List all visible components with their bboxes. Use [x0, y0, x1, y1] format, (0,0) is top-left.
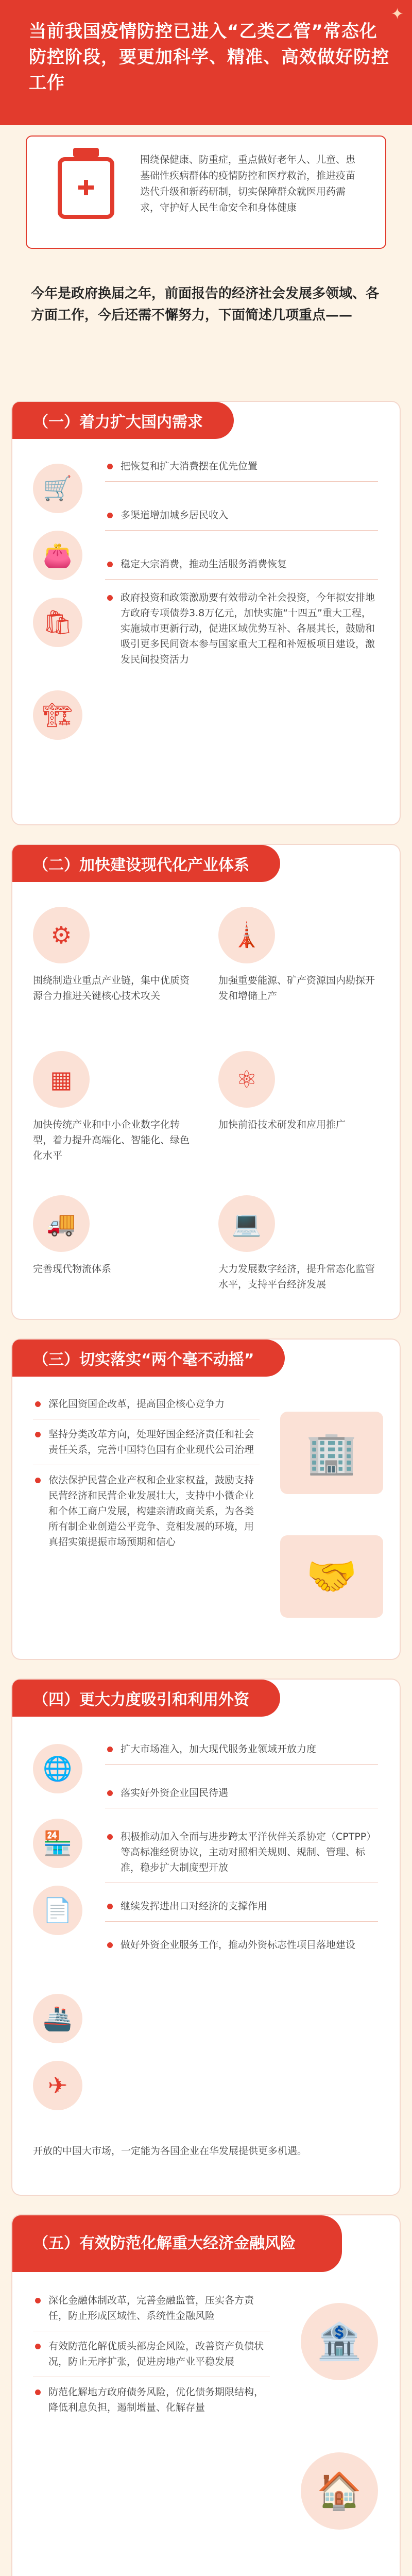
- medicine-box-icon: [58, 157, 114, 219]
- item-list: [105, 459, 378, 674]
- list-item: 深化金融体制改革，完善金融监管，压实各方责任，防止形成区域性、系统性金融风险: [33, 2293, 270, 2324]
- grid-item: 💻 大力发展数字经济，提升常态化监管水平，支持平台经济发展: [218, 1195, 383, 1292]
- plane-icon: ✈: [33, 2061, 82, 2110]
- house-icon: 🏠: [301, 2452, 378, 2530]
- section-two-unwavering: [12, 1340, 400, 1659]
- section-title: （三）切实落实“两个毫不动摇”: [12, 1340, 285, 1377]
- list-item: 扩大市场准入，加大现代服务业领域开放力度: [105, 1741, 378, 1757]
- list-item: 有效防范化解优质头部房企风险，改善资产负债状况，防止无序扩张，促进房地产业平稳发展: [33, 2338, 270, 2369]
- intro-card: [26, 135, 386, 249]
- shopping-bag-icon: 🛍: [33, 598, 82, 647]
- grid-item: 🚚 完善现代物流体系: [33, 1195, 198, 1277]
- section-title: （五）有效防范化解重大经济金融风险: [12, 2215, 342, 2272]
- list-item: 坚持分类改革方向，处理好国企经济责任和社会责任关系，完善中国特色国有企业现代公司治理: [33, 1427, 260, 1458]
- bank-icon: 🏦: [301, 2303, 378, 2380]
- building-icon: 🏢: [280, 1412, 383, 1494]
- section-note: 开放的中国大市场，一定能为各国企业在华发展提供更多机遇。: [33, 2145, 307, 2157]
- top-banner: [0, 0, 412, 126]
- chip-icon: ▦: [33, 1051, 90, 1108]
- shop-icon: 🏪: [33, 1819, 82, 1868]
- sparkle-icon: ✦: [390, 5, 404, 23]
- handshake-icon: 🤝: [280, 1535, 383, 1618]
- section-title: （四）更大力度吸引和利用外资: [12, 1680, 280, 1717]
- list-item: 依法保护民营企业产权和企业家权益，鼓励支持民营经济和民营企业发展壮大，支持中小微企业和个体工商户发展，构建亲清政商关系，为各类所有制企业创造公平竞争、竞相发展的环境，用真招实策提振市场预期和信心: [33, 1472, 260, 1550]
- intro-text: 围绕保健康、防重症，重点做好老年人、儿童、患基础性疾病群体的疫情防控和医疗救治，推进疫苗迭代升级和新药研制，切实保障群众就医用药需求，守护好人民生命安全和身体健康: [140, 154, 356, 213]
- document-icon: 📄: [33, 1886, 82, 1935]
- item-list: [33, 2293, 270, 2422]
- list-item: 政府投资和政策激励要有效带动全社会投资，今年拟安排地方政府专项债券3.8万亿元，加快实施“十四五”重大工程，实施城市更新行动，促进区域优势互补、各展其长，鼓励和吸引更多民间资本参与国家重大工程和补短板项目建设，激发民间投资活力: [105, 590, 378, 667]
- section-title: （一）着力扩大国内需求: [12, 402, 234, 439]
- list-item: 继续发挥进出口对经济的支撑作用: [105, 1899, 378, 1914]
- item-list: [105, 1741, 378, 1960]
- lead-paragraph: 今年是政府换届之年，前面报告的经济社会发展多领域、各方面工作，今后还需不懈努力，下面简述几项重点——: [31, 286, 380, 323]
- section-expand-demand: [12, 402, 400, 824]
- wallet-icon: 👛: [33, 531, 82, 580]
- list-item: 深化国资国企改革，提高国企核心竞争力: [33, 1396, 260, 1412]
- grid-item: ▦ 加快传统产业和中小企业数字化转型，着力提升高端化、智能化、绿色化水平: [33, 1051, 198, 1163]
- section-industry-system: [12, 845, 400, 1319]
- gear-icon: ⚙: [33, 907, 90, 963]
- atom-icon: ⚛: [218, 1051, 275, 1108]
- laptop-icon: 💻: [218, 1195, 275, 1252]
- section-foreign-investment: [12, 1680, 400, 2195]
- list-item: 做好外资企业服务工作，推动外资标志性项目落地建设: [105, 1937, 378, 1953]
- item-list: [33, 1396, 260, 1557]
- grid-item: 🗼 加强重要能源、矿产资源国内勘探开发和增储上产: [218, 907, 383, 1004]
- ship-icon: 🚢: [33, 1994, 82, 2043]
- page-title: 当前我国疫情防控已进入“乙类乙管”常态化防控阶段，要更加科学、精准、高效做好防控工作: [29, 21, 389, 93]
- section-title: （二）加快建设现代化产业体系: [12, 845, 280, 882]
- cart-icon: 🛒: [33, 464, 82, 513]
- list-item: 稳定大宗消费，推动生活服务消费恢复: [105, 556, 378, 572]
- crane-icon: 🏗: [33, 690, 82, 740]
- grid-item: ⚛ 加快前沿技术研发和应用推广: [218, 1051, 383, 1132]
- globe-icon: 🌐: [33, 1744, 82, 1793]
- list-item: 把恢复和扩大消费摆在优先位置: [105, 459, 378, 474]
- grid-item: ⚙ 围绕制造业重点产业链，集中优质资源合力推进关键核心技术攻关: [33, 907, 198, 1004]
- list-item: 防范化解地方政府债务风险，优化债务期限结构，降低利息负担，遏制增量、化解存量: [33, 2384, 270, 2415]
- list-item: 多渠道增加城乡居民收入: [105, 507, 378, 523]
- list-item: 落实好外资企业国民待遇: [105, 1785, 378, 1801]
- section-financial-risk: [12, 2215, 400, 2576]
- truck-icon: 🚚: [33, 1195, 90, 1252]
- list-item: 积极推动加入全面与进步跨太平洋伙伴关系协定（CPTPP）等高标准经贸协议，主动对照相关规则、规制、管理、标准，稳步扩大制度型开放: [105, 1829, 378, 1875]
- tower-icon: 🗼: [218, 907, 275, 963]
